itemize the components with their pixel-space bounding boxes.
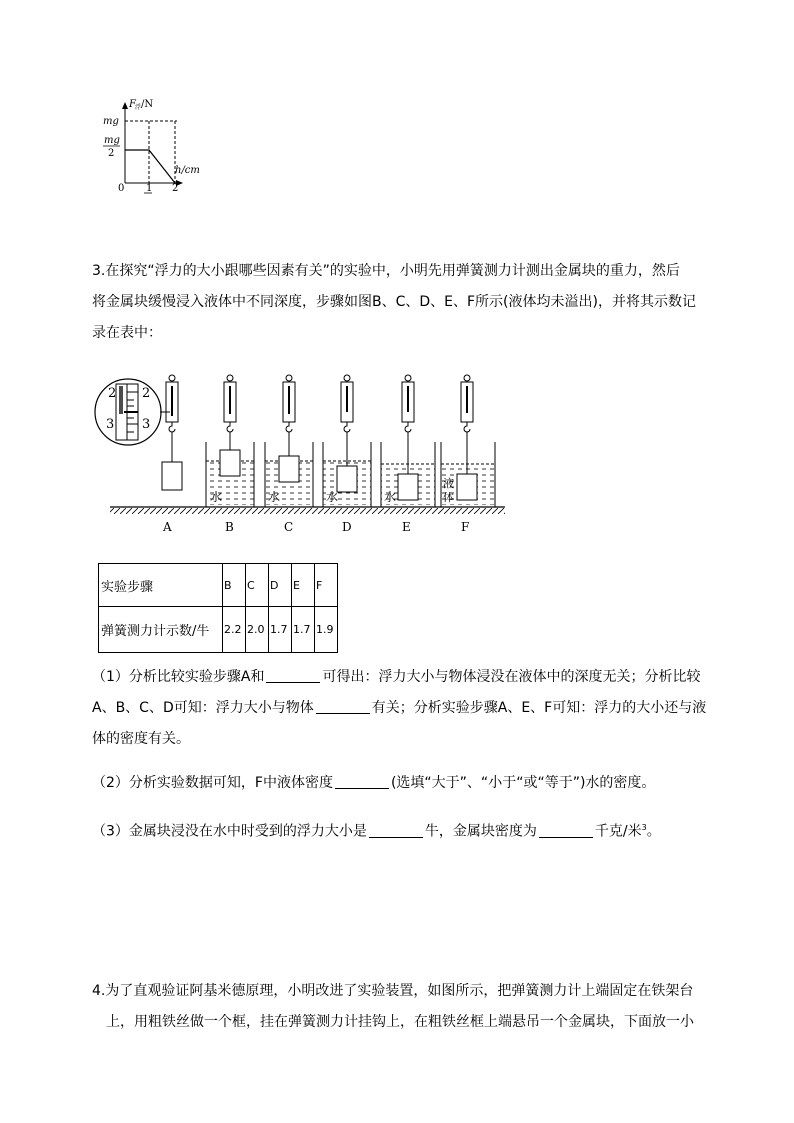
table-cell: 1.7 <box>269 607 292 653</box>
answer-blank-5[interactable] <box>539 823 593 838</box>
x-axis-label: h/cm <box>175 165 200 176</box>
table-cell: D <box>269 564 292 607</box>
x-tick-1: 1 <box>146 183 153 194</box>
y-axis-label-sub: 浮 <box>135 104 142 111</box>
table-header-reading: 弹簧测力计示数/牛 <box>99 607 223 653</box>
graph-curve <box>125 150 175 183</box>
q3-sub3-text-c: 千克/米 <box>594 823 642 840</box>
q3-sub2-text-a: （2）分析实验数据可知，F中液体密度 <box>92 775 333 791</box>
superscript-3: 3 <box>641 823 647 832</box>
table-cell: F <box>315 564 338 607</box>
answer-blank-4[interactable] <box>369 823 423 838</box>
step-label-c: C <box>284 520 294 534</box>
answer-blank-1[interactable] <box>266 668 320 683</box>
experiment-figure <box>90 370 510 540</box>
q3-sub1 <box>92 662 712 755</box>
spring-scale-a <box>162 375 182 490</box>
q3-sub3-end: 。 <box>646 823 661 840</box>
q3-sub1-line3: 体的密度有关。 <box>92 731 190 747</box>
table-cell: B <box>223 564 246 607</box>
origin-label: 0 <box>118 183 125 194</box>
table-header-steps: 实验步骤 <box>99 564 223 607</box>
setup-b <box>206 375 254 507</box>
step-label-a: A <box>163 520 172 534</box>
q3-sub1-line2 <box>92 693 712 724</box>
step-label-f: F <box>461 520 470 534</box>
q4 <box>92 976 712 1038</box>
table-cell: 2.0 <box>246 607 269 653</box>
ground-hatch <box>110 508 505 514</box>
q3-sub1-text-a: （1）分析比较实验步骤A和 <box>92 669 265 685</box>
x-tick-2: 2 <box>172 183 179 194</box>
y-axis-label-unit: /N <box>141 99 154 110</box>
q3-sub3-text-b: 牛，金属块密度为 <box>424 823 537 840</box>
table-cell: 2.2 <box>223 607 246 653</box>
table-row <box>99 607 338 653</box>
data-table <box>98 563 338 653</box>
scale-label-3-right: 3 <box>142 417 151 432</box>
q3-sub3-text-a: （3）金属块浸没在水中时受到的浮力大小是 <box>92 823 367 840</box>
q3-intro-line2: 将金属块缓慢浸入液体中不同深度，步骤如图B、C、D、E、F所示(液体均未溢出)，并将其示数记 <box>92 294 696 310</box>
table-cell: 1.9 <box>315 607 338 653</box>
scale-label-3-left: 3 <box>106 417 115 432</box>
liquid-label-f-1: 液 <box>443 477 454 490</box>
table-cell: E <box>292 564 315 607</box>
q3-sub1-text-d: 有关；分析实验步骤A、E、F可知：浮力的大小还与液 <box>371 700 707 716</box>
q4-line1: 4.为了直观验证阿基米德原理，小明改进了实验装置，如图所示，把弹簧测力计上端固定在铁架台 <box>92 983 694 999</box>
q3-sub1-line1 <box>92 662 712 693</box>
step-label-d: D <box>342 520 352 534</box>
setup-d <box>323 375 371 507</box>
answer-blank-2[interactable] <box>316 699 370 714</box>
y-tick-half-num: mg <box>104 135 120 146</box>
water-label-e: 水 <box>384 490 397 504</box>
table-row <box>99 564 338 607</box>
q3-intro <box>92 256 712 349</box>
q3-sub1-text-b: 可得出：浮力大小与物体浸没在液体中的深度无关；分析比较 <box>322 669 701 685</box>
y-axis-arrow <box>122 102 128 109</box>
scale-label-2-left: 2 <box>108 386 117 401</box>
table-cell: C <box>246 564 269 607</box>
table-cell: 1.7 <box>292 607 315 653</box>
q3-sub3 <box>92 812 712 848</box>
q3-intro-line3: 录在表中： <box>92 325 162 341</box>
water-label-c: 水 <box>268 490 281 504</box>
water-label-d: 水 <box>326 490 339 504</box>
q3-sub2-line <box>92 768 712 799</box>
buoyancy-depth-graph <box>95 95 215 195</box>
setup-c <box>265 375 313 507</box>
y-tick-half-den: 2 <box>108 148 115 159</box>
y-axis-label-main: F <box>129 99 136 110</box>
y-tick-mg: mg <box>103 116 119 127</box>
q4-line2: 上，用粗铁丝做一个框，挂在弹簧测力计挂钩上，在粗铁丝框上端悬吊一个金属块，下面放一小 <box>106 1014 694 1030</box>
q3-sub3-line <box>92 812 712 848</box>
water-label-b: 水 <box>210 490 223 504</box>
setup-e <box>381 375 435 507</box>
step-label-b: B <box>225 520 234 534</box>
q3-sub1-text-c: A、B、C、D可知：浮力大小与物体 <box>92 700 314 716</box>
q3-sub2 <box>92 768 712 799</box>
q3-intro-line1: 3.在探究“浮力的大小跟哪些因素有关”的实验中，小明先用弹簧测力计测出金属块的重力，然后 <box>92 263 680 279</box>
liquid-label-f-2: 体 <box>443 491 454 504</box>
scale-label-2-right: 2 <box>142 386 151 401</box>
q3-sub2-text-b: (选填“大于”、“小于“或“等于”)水的密度。 <box>390 775 656 791</box>
scale-magnifier <box>95 379 170 445</box>
answer-blank-3[interactable] <box>335 774 389 789</box>
step-label-e: E <box>402 520 411 534</box>
